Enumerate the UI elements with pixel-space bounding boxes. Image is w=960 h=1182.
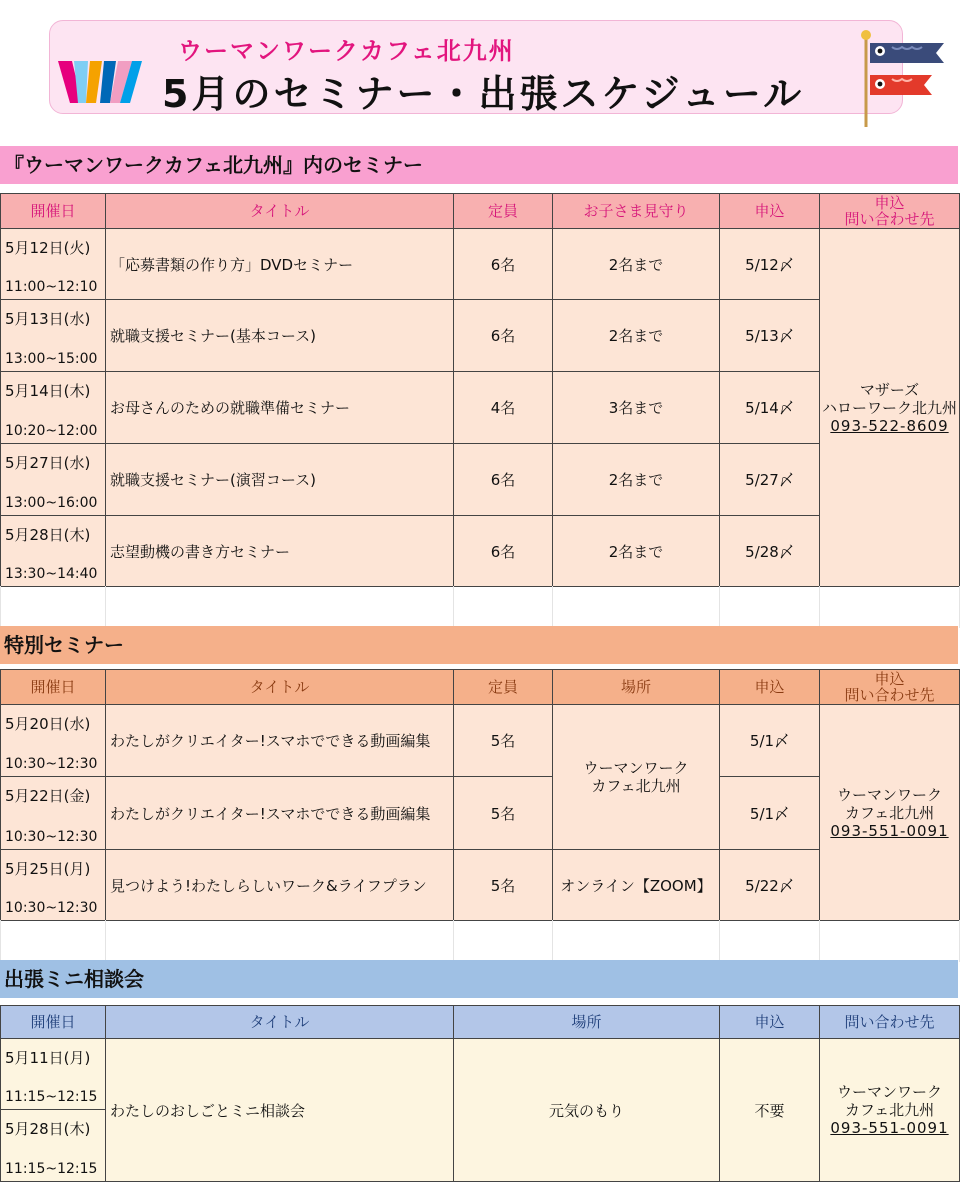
contact-line2: カフェ北九州 <box>844 803 935 822</box>
event-date: 5月27日(水) <box>5 454 91 472</box>
section-heading-mini-consultation: 出張ミニ相談会 <box>0 960 958 998</box>
event-title: お母さんのための就職準備セミナー <box>106 372 454 444</box>
header-contact: 申込 問い合わせ先 <box>820 670 960 705</box>
date-cell <box>1 1039 106 1110</box>
date-cell <box>1 300 106 372</box>
event-title: わたしがクリエイター!スマホでできる動画編集 <box>106 777 454 850</box>
venue-line2: カフェ北九州 <box>591 777 681 795</box>
table-row <box>1 1039 960 1110</box>
event-time: 10:30~12:30 <box>5 756 98 772</box>
event-childcare: 2名まで <box>553 229 720 300</box>
header-date: 開催日 <box>1 194 106 229</box>
table-row <box>1 444 960 516</box>
event-deadline: 5/22〆 <box>720 850 820 921</box>
header-title: タイトル <box>106 1006 454 1039</box>
event-date: 5月28日(木) <box>5 526 91 544</box>
table-row <box>1 300 960 372</box>
event-date: 5月25日(月) <box>5 860 91 878</box>
event-time: 13:00~15:00 <box>5 351 98 367</box>
venue-cell <box>553 705 720 850</box>
event-venue: 元気のもり <box>454 1039 720 1182</box>
mini-consultation-table <box>0 1005 960 1182</box>
page-title: 5月のセミナー・出張スケジュール <box>162 72 805 116</box>
header-contact: 申込 問い合わせ先 <box>820 194 960 229</box>
event-title: 就職支援セミナー(基本コース) <box>106 300 454 372</box>
date-cell <box>1 850 106 921</box>
header-contact: 問い合わせ先 <box>820 1006 960 1039</box>
header-date: 開催日 <box>1 670 106 705</box>
event-title: 「応募書類の作り方」DVDセミナー <box>106 229 454 300</box>
date-cell <box>1 516 106 587</box>
contact-phone-link[interactable]: 093-551-0091 <box>830 821 949 840</box>
event-title: 見つけよう!わたしらしいワーク&ライフプラン <box>106 850 454 921</box>
header-capacity: 定員 <box>454 670 553 705</box>
table-header-row <box>1 1006 960 1039</box>
venue-line1: ウーマンワーク <box>583 759 689 777</box>
contact-cell <box>820 705 960 921</box>
spacer-grid <box>0 920 960 962</box>
contact-line2: カフェ北九州 <box>844 1101 935 1119</box>
table-row <box>1 850 960 921</box>
contact-line1: ウーマンワーク <box>836 785 942 804</box>
event-capacity: 6名 <box>454 516 553 587</box>
date-cell <box>1 372 106 444</box>
cafe-seminar-table <box>0 193 960 587</box>
event-childcare: 3名まで <box>553 372 720 444</box>
event-deadline: 5/13〆 <box>720 300 820 372</box>
event-deadline: 5/1〆 <box>720 705 820 777</box>
event-capacity: 4名 <box>454 372 553 444</box>
header-banner <box>49 20 903 114</box>
event-childcare: 2名まで <box>553 444 720 516</box>
header-venue: 場所 <box>553 670 720 705</box>
header-deadline: 申込 <box>720 194 820 229</box>
event-deadline: 5/14〆 <box>720 372 820 444</box>
koinobori-icon <box>852 29 952 129</box>
event-title: わたしのおしごとミニ相談会 <box>106 1039 454 1182</box>
event-time: 13:30~14:40 <box>5 566 98 582</box>
event-capacity: 5名 <box>454 850 553 921</box>
event-date: 5月22日(金) <box>5 787 91 805</box>
event-time: 11:15~12:15 <box>5 1161 98 1177</box>
woman-work-logo-icon <box>58 57 142 107</box>
date-cell <box>1 1110 106 1182</box>
event-time: 11:00~12:10 <box>5 279 98 295</box>
event-time: 10:20~12:00 <box>5 423 98 439</box>
contact-phone-link[interactable]: 093-522-8609 <box>830 416 949 435</box>
event-capacity: 6名 <box>454 444 553 516</box>
header-deadline: 申込 <box>720 670 820 705</box>
event-time: 10:30~12:30 <box>5 900 98 916</box>
contact-line2: ハローワーク北九州 <box>821 398 957 417</box>
event-deadline: 5/12〆 <box>720 229 820 300</box>
contact-line1: マザーズ <box>859 380 920 399</box>
event-deadline: 5/1〆 <box>720 777 820 850</box>
spacer-grid <box>0 586 960 628</box>
contact-line1: ウーマンワーク <box>836 1083 942 1101</box>
header-title: タイトル <box>106 194 454 229</box>
table-row <box>1 777 960 850</box>
event-deadline: 5/27〆 <box>720 444 820 516</box>
event-capacity: 5名 <box>454 777 553 850</box>
section-heading-special-seminars: 特別セミナー <box>0 626 958 664</box>
event-capacity: 6名 <box>454 229 553 300</box>
event-capacity: 6名 <box>454 300 553 372</box>
event-childcare: 2名まで <box>553 516 720 587</box>
table-row <box>1 516 960 587</box>
contact-cell <box>820 1039 960 1182</box>
event-date: 5月20日(水) <box>5 715 91 733</box>
contact-phone-link[interactable]: 093-551-0091 <box>830 1119 949 1137</box>
event-application: 不要 <box>720 1039 820 1182</box>
event-time: 13:00~16:00 <box>5 495 98 511</box>
event-time: 10:30~12:30 <box>5 829 98 845</box>
table-row <box>1 372 960 444</box>
event-capacity: 5名 <box>454 705 553 777</box>
event-date: 5月28日(木) <box>5 1120 91 1138</box>
event-date: 5月14日(木) <box>5 382 91 400</box>
event-date: 5月12日(火) <box>5 239 91 257</box>
event-title: わたしがクリエイター!スマホでできる動画編集 <box>106 705 454 777</box>
date-cell <box>1 444 106 516</box>
event-title: 就職支援セミナー(演習コース) <box>106 444 454 516</box>
header-application: 申込 <box>720 1006 820 1039</box>
event-venue: オンライン【ZOOM】 <box>553 850 720 921</box>
section-heading-cafe-seminars: 『ウーマンワークカフェ北九州』内のセミナー <box>0 146 958 184</box>
header-capacity: 定員 <box>454 194 553 229</box>
organization-name: ウーマンワークカフェ北九州 <box>178 37 515 65</box>
table-header-row <box>1 670 960 705</box>
event-childcare: 2名まで <box>553 300 720 372</box>
event-time: 11:15~12:15 <box>5 1089 98 1105</box>
date-cell <box>1 705 106 777</box>
special-seminar-table <box>0 669 960 921</box>
contact-cell <box>820 229 960 587</box>
event-title: 志望動機の書き方セミナー <box>106 516 454 587</box>
date-cell <box>1 777 106 850</box>
date-cell <box>1 229 106 300</box>
table-row <box>1 229 960 300</box>
header-venue: 場所 <box>454 1006 720 1039</box>
event-date: 5月11日(月) <box>5 1049 91 1067</box>
header-title: タイトル <box>106 670 454 705</box>
header-date: 開催日 <box>1 1006 106 1039</box>
header-childcare: お子さま見守り <box>553 194 720 229</box>
event-deadline: 5/28〆 <box>720 516 820 587</box>
event-date: 5月13日(水) <box>5 310 91 328</box>
table-header-row <box>1 194 960 229</box>
table-row <box>1 705 960 777</box>
